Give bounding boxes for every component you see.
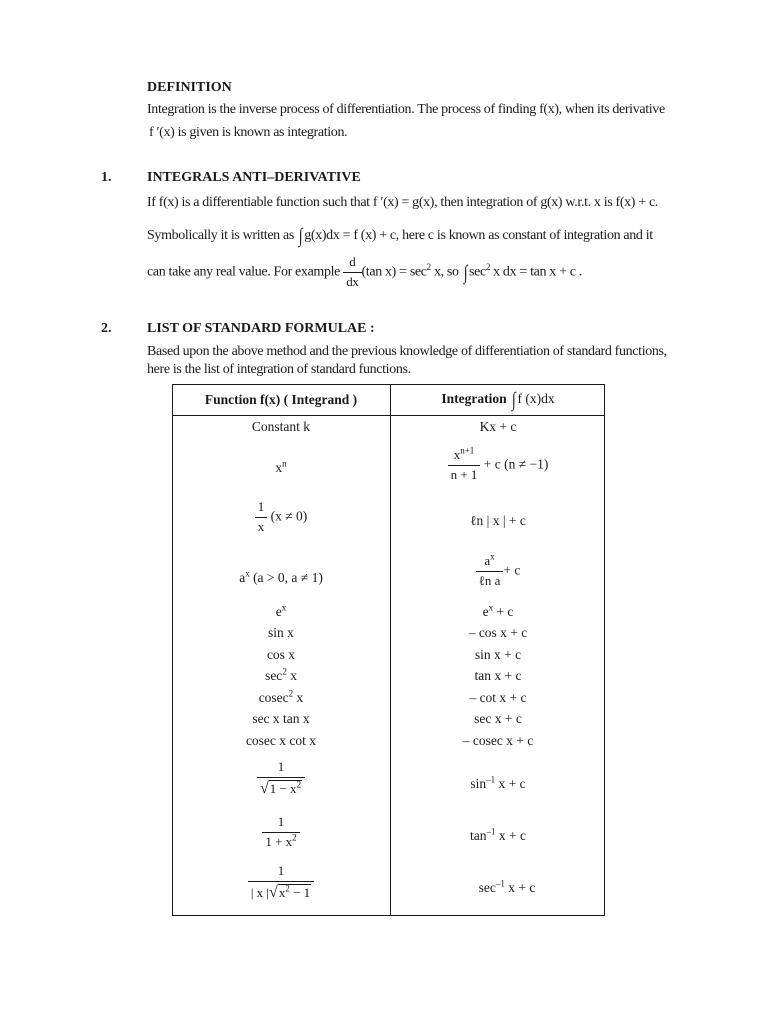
table-row-7-integral: sin x + c (474, 647, 522, 662)
section-1-line-3: can take any real value. For example $\frac{d}{dx}$ (tan $x) = \sec^2 x$, so ∫ $\sec^2 x$ dx = tan x + c . (147, 254, 582, 289)
table-row-6-integral: – cos x + c (468, 625, 528, 640)
table-row-8-function: $\sec^2 x$ (265, 666, 297, 683)
table-row-12-function: 1 √ $1 - x^2$ (172, 760, 390, 797)
table-row-9-integral: – cot x + c (469, 690, 527, 705)
table-row-13-function: $\frac{1}{1 + x^2}$ (172, 815, 390, 850)
table-row-4-function: $a^x$ (a > 0, a ≠ 1) (239, 568, 323, 585)
section-2-number: 2. (101, 321, 112, 336)
derivative-operator: $\frac{d}{dx}$ (343, 255, 361, 290)
table-row-5-integral: $e^x + c$ (482, 602, 514, 619)
table-row-12-integral: $\sin^{-1} x + c$ (470, 774, 526, 791)
table-row-10-function: sec x tan x (252, 711, 310, 726)
integral-symbol-icon: ∫ (463, 261, 468, 284)
table-row-3-function: $\frac{1}{x}$ (x ≠ 0) (172, 500, 390, 535)
table-row-8-integral: tan x + c (474, 668, 522, 683)
table-row-9-function: cosec$^2$ x (258, 688, 304, 705)
table-row-6-function: sin x (268, 625, 294, 640)
square-root-icon: √ (259, 779, 269, 797)
table-row-11-integral: – cosec x + c (462, 733, 534, 748)
section-2-heading: LIST OF STANDARD FORMULAE : (147, 321, 375, 336)
table-row-5-function: $e^x$ (275, 602, 287, 619)
table-row-4-integral: $\frac{a^x}{\text{ℓn a}}$ + c (391, 554, 605, 589)
table-row-11-function: cosec x cot x (245, 733, 317, 748)
table-row-3-integral: ℓn | x | + c (470, 513, 526, 528)
table-header-function: Function f(x) ( Integrand ) (204, 392, 358, 407)
table-row-7-function: cos x (266, 647, 296, 662)
section-2-line-2: here is the list of integration of standard functions. (147, 362, 411, 377)
table-row-14-function: 1 | x | √ $x^2 - 1$ (172, 864, 390, 901)
section-1-number: 1. (101, 170, 112, 185)
table-row-2-integral: $\frac{x^{n+1}}{n + 1}$ + c (n ≠ −1) (391, 448, 605, 483)
section-1-heading: INTEGRALS ANTI–DERIVATIVE (147, 170, 361, 185)
definition-text-line-1: Integration is the inverse process of differentiation. The process of finding f(x), when its derivative (147, 102, 665, 117)
integral-symbol-icon: ∫ (298, 225, 303, 247)
definition-heading: DEFINITION (147, 80, 232, 95)
section-2-line-1: Based upon the above method and the previous knowledge of differentiation of standard functions, (147, 344, 667, 359)
table-header-divider (172, 415, 605, 416)
table-row-2-function: $x^n$ (275, 458, 287, 475)
table-row-14-integral: $\sec^{-1} x + c$ (478, 878, 536, 895)
square-root-icon: √ (269, 883, 278, 901)
table-row-13-integral: $\tan^{-1} x + c$ (470, 826, 526, 843)
section-1-line-2: Symbolically it is written as ∫ g(x)dx = f (x) + c, here c is known as constant of integration and it (147, 225, 653, 247)
table-row-10-integral: sec x + c (474, 711, 522, 726)
integral-symbol-icon: ∫ (511, 389, 516, 411)
definition-text-line-2: f ′(x) is given is known as integration. (149, 125, 348, 140)
table-header-integration: Integration ∫ f (x)dx (441, 389, 555, 411)
table-row-1-function: Constant k (251, 419, 311, 434)
section-1-line-1: If f(x) is a differentiable function such that f ′(x) = g(x), then integration of g(x) w.r.t. x is f(x) + c. (147, 195, 658, 210)
table-row-1-integral: Kx + c (479, 419, 517, 434)
